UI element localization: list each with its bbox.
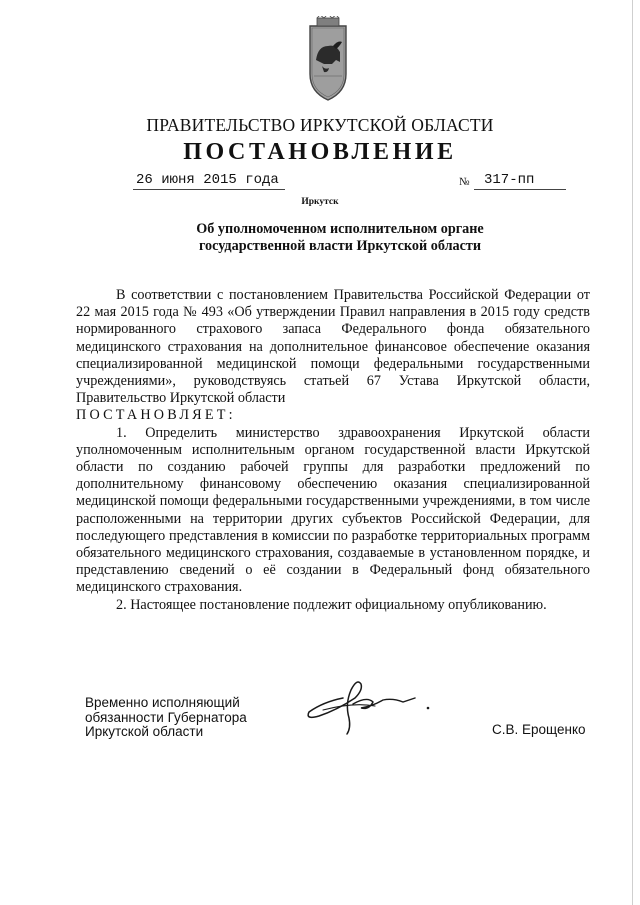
signer-name: С.В. Ерощенко	[492, 722, 586, 737]
scan-edge-line	[632, 0, 633, 905]
resolves-heading: ПОСТАНОВЛЯЕТ:	[76, 407, 236, 424]
document-title	[160, 221, 520, 255]
title-line-1: Об уполномоченном исполнительном органе	[196, 221, 484, 237]
city-label: Иркутск	[301, 197, 339, 207]
item-2-paragraph: 2. Настоящее постановление подлежит официальному опубликованию.	[116, 596, 547, 613]
signer-position-line-3: Иркутской области	[85, 724, 204, 739]
title-line-2: государственной власти Иркутской области	[198, 238, 482, 254]
document-date: 26 июня 2015 года	[133, 172, 285, 190]
handwritten-signature	[303, 676, 443, 736]
document-number: 317-пп	[474, 172, 566, 190]
preamble-paragraph: В соответствии с постановлением Правительства Российской Федерации от 22 мая 2015 года № 493 «Об утверждении Правил направления в 2015 году средств нормированного страхового запаса Федерального фонда обязательного медицинского страхования на дополнительное финансовое обеспечение оказания специализированной медицинской помощи федеральными государственными учреждениями», руководствуясь статьей 67 Устава Иркутской области, Правительство Иркутской области	[76, 287, 590, 407]
signer-position-line-2: обязанности Губернатора	[85, 709, 247, 725]
signer-position-line-1: Временно исполняющий	[85, 695, 240, 710]
item-1-paragraph: 1. Определить министерство здравоохранения Иркутской области уполномоченным исполнительным органом государственной власти Иркутской области по созданию рабочей группы для разработки предложений по дополнительному финансовому обеспечению оказания специализированной медицинской помощи федеральными государственными учреждениями, в том числе расположенными на территории других субъектов Российской Федерации, для последующего представления в комиссии по разработке территориальных программ обязательного медицинского страхования, создаваемые в установленном порядке, и представлению сведений о её создании в Федеральный фонд обязательного медицинского страхования.	[76, 424, 590, 596]
government-name: ПРАВИТЕЛЬСТВО ИРКУТСКОЙ ОБЛАСТИ	[146, 115, 494, 135]
number-sign: №	[459, 176, 470, 188]
coat-of-arms-icon	[302, 16, 354, 104]
document-type: ПОСТАНОВЛЕНИЕ	[183, 139, 457, 165]
signer-position	[85, 696, 247, 740]
document-body	[76, 287, 590, 614]
